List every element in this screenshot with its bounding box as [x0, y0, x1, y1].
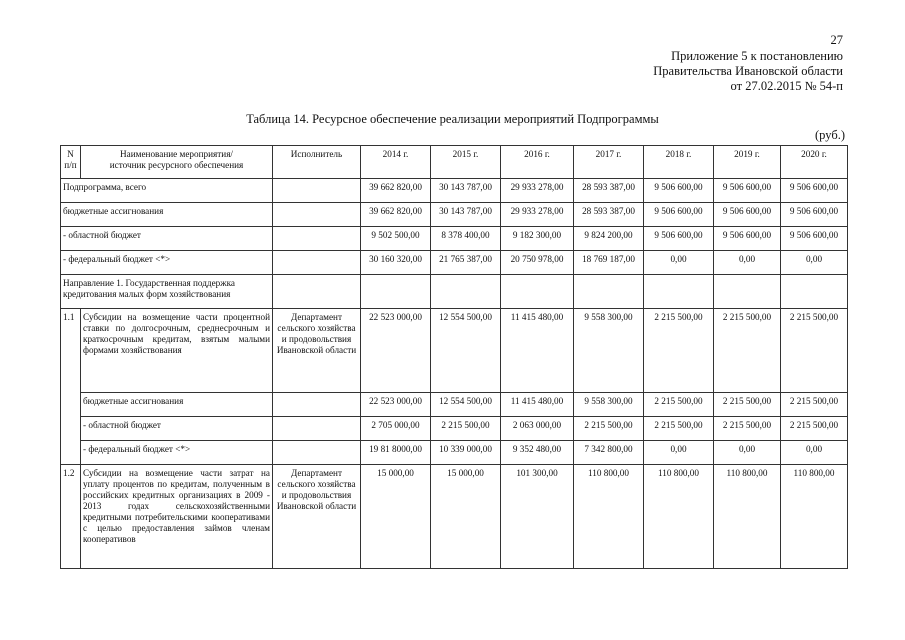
- value-cell: 15 000,00: [431, 465, 501, 569]
- header-name: Наименование мероприятия/ источник ресурсного обеспечения: [81, 146, 273, 179]
- value-cell: 9 502 500,00: [361, 227, 431, 251]
- value-cell: 29 933 278,00: [501, 179, 574, 203]
- value-cell: 9 182 300,00: [501, 227, 574, 251]
- table-title: Таблица 14. Ресурсное обеспечение реализации мероприятий Подпрограммы: [246, 112, 659, 126]
- executor-cell: [273, 251, 361, 275]
- header-year: 2019 г.: [714, 146, 781, 179]
- row-item-1-2: [61, 465, 848, 569]
- value-cell: 2 215 500,00: [781, 309, 848, 393]
- value-cell: 19 81 8000,00: [361, 441, 431, 465]
- value-cell: 2 215 500,00: [781, 393, 848, 417]
- executor-cell: [273, 275, 361, 309]
- value-cell: 9 506 600,00: [781, 227, 848, 251]
- header-year: 2016 г.: [501, 146, 574, 179]
- value-cell: 9 506 600,00: [714, 179, 781, 203]
- row-federal: [61, 251, 848, 275]
- row-label: - областной бюджет: [81, 417, 273, 441]
- appendix-header: [653, 49, 843, 94]
- row-item-1-1-budget: [61, 393, 848, 417]
- row-label: Подпрограмма, всего: [61, 179, 273, 203]
- row-item-1-1-regional: [61, 417, 848, 441]
- row-label: - областной бюджет: [61, 227, 273, 251]
- value-cell: 7 342 800,00: [574, 441, 644, 465]
- row-label: - федеральный бюджет <*>: [81, 441, 273, 465]
- header-year: 2017 г.: [574, 146, 644, 179]
- executor-cell: Департамент сельского хозяйства и продовольствия Ивановской области: [273, 309, 361, 393]
- value-cell: 9 558 300,00: [574, 309, 644, 393]
- value-cell: 9 506 600,00: [781, 203, 848, 227]
- appendix-line-1: Приложение 5 к постановлению: [671, 49, 843, 63]
- value-cell: 39 662 820,00: [361, 203, 431, 227]
- value-cell: 2 215 500,00: [781, 417, 848, 441]
- value-cell: 12 554 500,00: [431, 309, 501, 393]
- value-cell: 12 554 500,00: [431, 393, 501, 417]
- row-label: - федеральный бюджет <*>: [61, 251, 273, 275]
- row-regional: [61, 227, 848, 251]
- value-cell: [361, 275, 431, 309]
- appendix-line-3: от 27.02.2015 № 54-п: [730, 79, 843, 93]
- header-year: 2015 г.: [431, 146, 501, 179]
- value-cell: 110 800,00: [574, 465, 644, 569]
- value-cell: 2 215 500,00: [714, 417, 781, 441]
- row-direction-1: [61, 275, 848, 309]
- value-cell: 9 506 600,00: [714, 203, 781, 227]
- value-cell: 9 506 600,00: [714, 227, 781, 251]
- value-cell: 2 215 500,00: [644, 417, 714, 441]
- row-label: бюджетные ассигнования: [81, 393, 273, 417]
- value-cell: [714, 275, 781, 309]
- value-cell: 9 352 480,00: [501, 441, 574, 465]
- appendix-line-2: Правительства Ивановской области: [653, 64, 843, 78]
- header-num: N п/п: [61, 146, 81, 179]
- executor-cell: [273, 203, 361, 227]
- value-cell: [501, 275, 574, 309]
- item-number: 1.1: [61, 309, 81, 465]
- row-item-1-1-federal: [61, 441, 848, 465]
- value-cell: 2 215 500,00: [644, 309, 714, 393]
- value-cell: 110 800,00: [781, 465, 848, 569]
- value-cell: 22 523 000,00: [361, 309, 431, 393]
- value-cell: 2 063 000,00: [501, 417, 574, 441]
- row-label: бюджетные ассигнования: [61, 203, 273, 227]
- value-cell: 28 593 387,00: [574, 179, 644, 203]
- executor-cell: [273, 227, 361, 251]
- header-year: 2020 г.: [781, 146, 848, 179]
- value-cell: 0,00: [781, 251, 848, 275]
- value-cell: 101 300,00: [501, 465, 574, 569]
- direction-label: Направление 1. Государственная поддержка кредитования малых форм хозяйствования: [61, 275, 273, 309]
- value-cell: 22 523 000,00: [361, 393, 431, 417]
- item-number: 1.2: [61, 465, 81, 569]
- resource-table: [60, 145, 848, 569]
- header-executor: Исполнитель: [273, 146, 361, 179]
- value-cell: 2 215 500,00: [714, 393, 781, 417]
- value-cell: 0,00: [644, 251, 714, 275]
- value-cell: 0,00: [714, 251, 781, 275]
- executor-cell: [273, 441, 361, 465]
- value-cell: 11 415 480,00: [501, 393, 574, 417]
- value-cell: [644, 275, 714, 309]
- value-cell: 2 705 000,00: [361, 417, 431, 441]
- value-cell: 110 800,00: [644, 465, 714, 569]
- row-item-1-1: [61, 309, 848, 393]
- executor-cell: Департамент сельского хозяйства и продовольствия Ивановской области: [273, 465, 361, 569]
- value-cell: 110 800,00: [714, 465, 781, 569]
- item-label: Субсидии на возмещение части затрат на уплату процентов по кредитам, полученным в российских кредитных организациях в 2009 - 2013 годах сельскохозяйственными кредитными потребительскими кооперативами с целью предоставления займов членам кооперативов: [81, 465, 273, 569]
- value-cell: 10 339 000,00: [431, 441, 501, 465]
- header-year: 2018 г.: [644, 146, 714, 179]
- value-cell: 39 662 820,00: [361, 179, 431, 203]
- value-cell: 9 506 600,00: [644, 179, 714, 203]
- item-label: Субсидии на возмещение части процентной ставки по долгосрочным, среднесрочным и краткосрочным кредитам, взятым малыми формами хозяйствования: [81, 309, 273, 393]
- value-cell: 2 215 500,00: [644, 393, 714, 417]
- value-cell: [431, 275, 501, 309]
- value-cell: 9 824 200,00: [574, 227, 644, 251]
- value-cell: 9 558 300,00: [574, 393, 644, 417]
- value-cell: 30 160 320,00: [361, 251, 431, 275]
- header-year: 2014 г.: [361, 146, 431, 179]
- value-cell: 9 506 600,00: [644, 203, 714, 227]
- value-cell: 11 415 480,00: [501, 309, 574, 393]
- value-cell: 8 378 400,00: [431, 227, 501, 251]
- value-cell: 0,00: [714, 441, 781, 465]
- unit-label: (руб.): [815, 128, 845, 142]
- executor-cell: [273, 417, 361, 441]
- value-cell: 15 000,00: [361, 465, 431, 569]
- value-cell: 20 750 978,00: [501, 251, 574, 275]
- value-cell: 2 215 500,00: [574, 417, 644, 441]
- value-cell: 9 506 600,00: [644, 227, 714, 251]
- value-cell: 30 143 787,00: [431, 203, 501, 227]
- value-cell: 28 593 387,00: [574, 203, 644, 227]
- value-cell: 21 765 387,00: [431, 251, 501, 275]
- value-cell: 9 506 600,00: [781, 179, 848, 203]
- value-cell: 0,00: [781, 441, 848, 465]
- row-total: [61, 179, 848, 203]
- page-number: 27: [830, 33, 843, 47]
- value-cell: 30 143 787,00: [431, 179, 501, 203]
- value-cell: 29 933 278,00: [501, 203, 574, 227]
- value-cell: [574, 275, 644, 309]
- row-budget: [61, 203, 848, 227]
- value-cell: 2 215 500,00: [431, 417, 501, 441]
- value-cell: [781, 275, 848, 309]
- header-row: [61, 146, 848, 179]
- value-cell: 18 769 187,00: [574, 251, 644, 275]
- executor-cell: [273, 393, 361, 417]
- value-cell: 0,00: [644, 441, 714, 465]
- executor-cell: [273, 179, 361, 203]
- value-cell: 2 215 500,00: [714, 309, 781, 393]
